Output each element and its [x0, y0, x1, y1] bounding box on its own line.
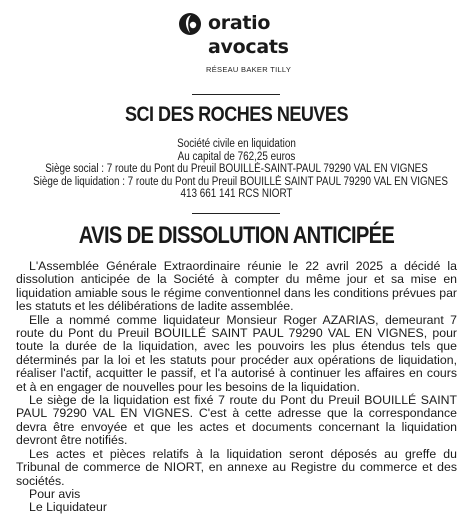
notice-paragraph: Le siège de la liquidation est fixé 7 route du Pont du Preuil BOUILLÉ SAINT PAUL 79290 VAL EN VIGNES. C'est à cette adresse que la correspondance devra être envoyée et que les actes et documents concernant la liquidation devront être notifiés.	[16, 393, 457, 448]
notice-signature: Le Liquidateur	[29, 500, 107, 515]
notice-paragraph: Les actes et pièces relatifs à la liquidation seront déposés au greffe du Tribunal de commerce de NIORT, en annexe au Registre du commerce et des sociétés.	[16, 446, 457, 488]
notice-body	[16, 260, 457, 515]
notice-paragraph: L'Assemblée Générale Extraordinaire réunie le 22 avril 2025 a décidé la dissolution anticipée de la Société à compter du même jour et sa mise en liquidation amiable sous le régime conventionnel dans les conditions prévues par les statuts et les délibérations de ladite assemblée.	[16, 259, 457, 314]
notice-title: AVIS DE DISSOLUTION ANTICIPÉE	[78, 222, 395, 249]
company-liquidation-office: Siège de liquidation : 7 route du Pont du Preuil BOUILLÉ SAINT PAUL 79290 VAL EN VIGNES	[33, 175, 448, 188]
company-capital: Au capital de 762,25 euros	[177, 150, 296, 163]
top-divider	[192, 94, 280, 95]
notice-paragraph: Elle a nommé comme liquidateur Monsieur Roger AZARIAS, demeurant 7 route du Pont du Preuil BOUILLÉ SAINT PAUL 79290 VAL EN VIGNES, pour toute la durée de la liquidation, avec les pouvoirs les plus étendus tels que déterminés par la loi et les statuts pour procéder aux opérations de liquidation, réaliser l'actif, acquitter le passif, et l'a autorisé à continuer les affaires en cours et à en engager de nouvelles pour les besoins de la liquidation.	[16, 312, 457, 394]
company-name: SCI DES ROCHES NEUVES	[124, 103, 348, 126]
company-registration: 413 661 141 RCS NIORT	[180, 188, 293, 201]
logo-network-tagline: RÉSEAU BAKER TILLY	[206, 65, 292, 74]
company-registered-office: Siège social : 7 route du Pont du Preuil BOUILLÉ-SAINT-PAUL 79290 VAL EN VIGNES	[45, 163, 428, 176]
company-info-block	[0, 138, 473, 201]
logo-text-avocats: avocats	[208, 36, 289, 58]
oratio-logo-mark-icon	[178, 12, 202, 36]
middle-divider	[192, 213, 280, 214]
notice-closing: Pour avis	[29, 486, 81, 501]
company-legal-form: Société civile en liquidation	[177, 138, 296, 150]
firm-logo	[178, 10, 328, 82]
logo-text-oratio: oratio	[208, 12, 271, 34]
